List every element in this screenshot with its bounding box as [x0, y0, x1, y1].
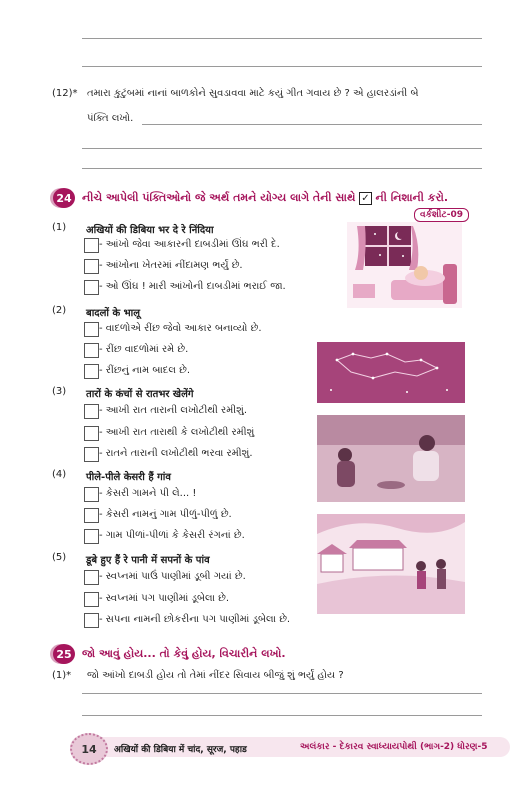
- option-checkbox[interactable]: [84, 426, 99, 441]
- item-title: पीले-पीले केसरी हैं गांव: [86, 472, 171, 483]
- writing-line[interactable]: [82, 66, 482, 67]
- item-title: तारों के कंचों से रातभर खेलेंगे: [86, 389, 194, 400]
- item-title: डूबे हुए हैं रे पानी में सपनों के पांव: [86, 555, 210, 566]
- option-text: - આખી રાત તારાની લખોટીથી રમીશું.: [99, 405, 248, 416]
- item-number: (1): [52, 222, 67, 233]
- section-24-instruction: [82, 191, 448, 205]
- option-text: - ગામ પીળાં-પીળાં કે કેસરી રંગનાં છે.: [99, 530, 245, 541]
- option-checkbox[interactable]: [84, 404, 99, 419]
- q1-number: (1)*: [52, 670, 72, 681]
- option-text: - કેસરી નામનું ગામ પીળું-પીળું છે.: [99, 509, 232, 520]
- writing-line[interactable]: [82, 693, 482, 694]
- writing-line[interactable]: [142, 124, 482, 125]
- option-checkbox[interactable]: [84, 613, 99, 628]
- option-text: - વાદળોએ રીંછ જેવો આકાર બનાવ્યો છે.: [99, 323, 262, 334]
- option-checkbox[interactable]: [84, 343, 99, 358]
- option-checkbox[interactable]: [84, 322, 99, 337]
- option-checkbox[interactable]: [84, 280, 99, 295]
- item-number: (2): [52, 305, 67, 316]
- q1-text: જો આંખો દાબડી હોય તો તેમાં નીંદર સિવાય બીજું શું ભર્યું હોય ?: [87, 670, 344, 681]
- village-scene-illustration: [317, 514, 465, 614]
- item-title: अखियों की डिबिया भर दे रे निंदिया: [86, 225, 214, 236]
- sleeping-child-illustration: [347, 222, 462, 308]
- children-playing-marbles-photo: [317, 415, 465, 502]
- section-24-instruction-text: નીચે આપેલી પંક્તિઓનો જે અર્થ તમને યોગ્ય લાગે તેની સાથે: [82, 191, 356, 204]
- option-checkbox[interactable]: [84, 592, 99, 607]
- writing-line[interactable]: [82, 715, 482, 716]
- option-text: - આખી રાત તારાથી કે લખોટીથી રમીશું: [99, 427, 255, 438]
- option-text: - સ્વપ્નમાં પગ પાણીમાં ડૂબેલા છે.: [99, 593, 230, 604]
- item-number: (4): [52, 469, 67, 480]
- option-checkbox[interactable]: [84, 570, 99, 585]
- check-mark-icon: ✓: [361, 193, 370, 204]
- option-checkbox[interactable]: [84, 238, 99, 253]
- option-checkbox[interactable]: [84, 447, 99, 462]
- section-24-instruction-end: ની નિશાની કરો.: [375, 191, 449, 204]
- option-text: - રાતને તારાની લખોટીથી ભરવા રમીશું.: [99, 448, 253, 459]
- writing-line[interactable]: [82, 38, 482, 39]
- option-checkbox[interactable]: [84, 364, 99, 379]
- option-text: - રીંછનું નામ બાદલ છે.: [99, 365, 191, 376]
- item-title: बादलों के भालू: [86, 308, 141, 319]
- item-number: (3): [52, 386, 67, 397]
- option-text: - રીંછ વાદળોમાં રમે છે.: [99, 344, 189, 355]
- option-checkbox[interactable]: [84, 487, 99, 502]
- option-text: - સ્વપ્નમાં પાઉં પાણીમાં ડૂબી ગયાં છે.: [99, 571, 246, 582]
- worksheet-badge: વર્કશીટ-09: [414, 208, 469, 222]
- footer-book: અલંકાર - દેકારવ સ્વાધ્યાયપોથી (ભાગ-2) ધોરણ-5: [300, 742, 488, 752]
- option-checkbox[interactable]: [84, 508, 99, 523]
- q12-text-line2: પંક્તિ લખો.: [87, 113, 134, 124]
- option-text: - ઓ ઊંઘ ! મારી આંખોની દાબડીમાં ભરાઈ જા.: [99, 281, 286, 292]
- option-checkbox[interactable]: [84, 259, 99, 274]
- option-text: - આંખોના ખેતરમાં નીંદામણ ભર્યું છે.: [99, 260, 243, 271]
- item-number: (5): [52, 552, 67, 563]
- option-checkbox[interactable]: [84, 529, 99, 544]
- night-sky-bear-illustration: [317, 342, 465, 403]
- page-number: 14: [70, 733, 108, 765]
- option-text: - કેસરી ગામને પી લે... !: [99, 488, 197, 499]
- writing-line[interactable]: [82, 168, 482, 169]
- footer-chapter: अखियों की डिबिया में चांद, सूरज, पहाड: [114, 745, 247, 755]
- q12-text-line1: તમારા કુટુંબમાં નાનાં બાળકોને સુવડાવવા માટે કયું ગીત ગવાય છે ? એ હાલરડાંની બે: [87, 88, 419, 99]
- option-text: - આંખો જેવા આકારની દાબડીમાં ઊંઘ ભરી દે.: [99, 239, 280, 250]
- section-25-instruction: જો આવું હોય... તો કેવું હોય, વિચારીને લખો.: [82, 647, 286, 660]
- q12-number: (12)*: [52, 88, 78, 99]
- option-text: - સપના નામની છોકરીના પગ પાણીમાં ડૂબેલા છે.: [99, 614, 291, 625]
- section-25-badge: 25: [53, 644, 75, 664]
- section-24-badge: 24: [53, 188, 75, 208]
- writing-line[interactable]: [82, 148, 482, 149]
